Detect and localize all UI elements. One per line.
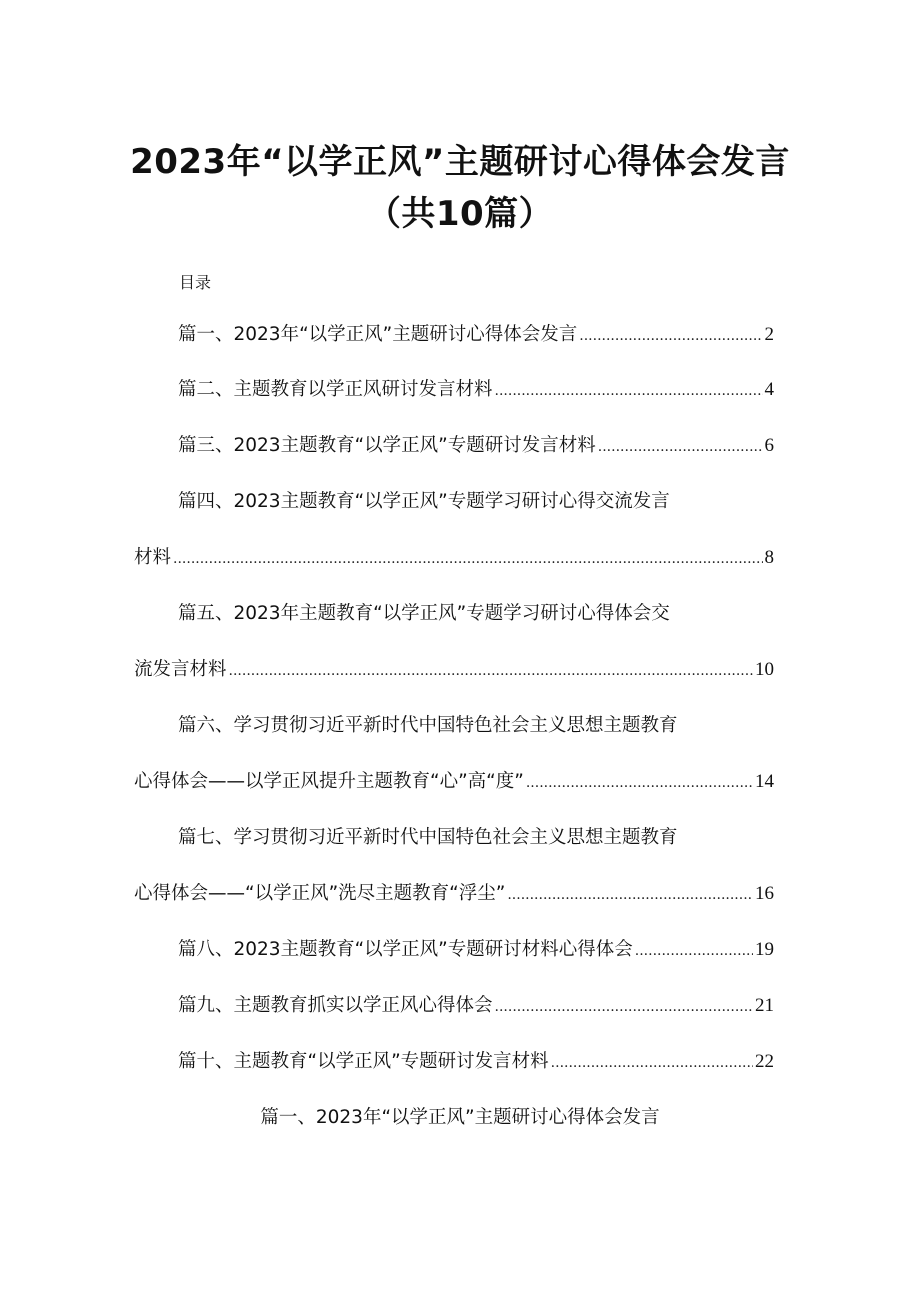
toc-entry-5-line2[interactable] xyxy=(134,657,774,684)
toc-heading: 目录 xyxy=(179,273,212,292)
toc-entry-8[interactable] xyxy=(178,937,774,964)
document-title: 2023年“以学正风”主题研讨心得体会发言 xyxy=(130,142,790,182)
section-heading: 篇一、2023年“以学正风”主题研讨心得体会发言 xyxy=(260,1107,660,1128)
toc-entry-1[interactable] xyxy=(178,322,774,349)
toc-leader-dots xyxy=(507,882,753,908)
toc-entry-page: 19 xyxy=(755,939,774,960)
toc-entry-label: 篇九、主题教育抓实以学正风心得体会 xyxy=(178,995,493,1016)
toc-entry-label: 篇十、主题教育“以学正风”专题研讨发言材料 xyxy=(178,1051,549,1072)
toc-leader-dots xyxy=(635,938,753,964)
toc-entry-page: 21 xyxy=(755,995,774,1016)
toc-leader-dots xyxy=(526,770,753,796)
toc-entry-10[interactable] xyxy=(178,1049,774,1076)
toc-entry-3[interactable] xyxy=(178,433,774,460)
toc-entry-label: 篇二、主题教育以学正风研讨发言材料 xyxy=(178,379,493,400)
toc-leader-dots xyxy=(551,1050,753,1076)
toc-entry-6-line2[interactable] xyxy=(134,769,774,796)
toc-entry-2[interactable] xyxy=(178,377,774,404)
toc-entry-page: 2 xyxy=(764,324,774,345)
toc-entry-label-cont: 心得体会——“以学正风”洗尽主题教育“浮尘” xyxy=(134,883,506,904)
toc-entry-page: 10 xyxy=(755,659,774,680)
toc-entry-5-line1[interactable] xyxy=(178,601,670,627)
toc-entry-page: 16 xyxy=(755,883,774,904)
toc-entry-label-cont: 心得体会——以学正风提升主题教育“心”高“度” xyxy=(134,771,524,792)
toc-leader-dots xyxy=(495,378,763,404)
toc-entry-page: 14 xyxy=(755,771,774,792)
toc-entry-page: 6 xyxy=(764,435,774,456)
toc-entry-label: 篇八、2023主题教育“以学正风”专题研讨材料心得体会 xyxy=(178,939,633,960)
toc-entry-label: 篇六、学习贯彻习近平新时代中国特色社会主义思想主题教育 xyxy=(178,715,678,736)
toc-entry-6-line1[interactable] xyxy=(178,713,678,739)
document-subtitle: （共10篇） xyxy=(366,194,554,234)
toc-entry-label: 篇五、2023年主题教育“以学正风”专题学习研讨心得体会交 xyxy=(178,603,670,624)
toc-entry-label: 篇一、2023年“以学正风”主题研讨心得体会发言 xyxy=(178,324,578,345)
toc-entry-label: 篇七、学习贯彻习近平新时代中国特色社会主义思想主题教育 xyxy=(178,827,678,848)
toc-entry-page: 22 xyxy=(755,1051,774,1072)
toc-entry-7-line1[interactable] xyxy=(178,825,678,851)
toc-entry-9[interactable] xyxy=(178,993,774,1020)
toc-entry-4-line2[interactable] xyxy=(134,545,774,572)
toc-entry-label-cont: 材料 xyxy=(134,547,172,568)
toc-entry-label: 篇三、2023主题教育“以学正风”专题研讨发言材料 xyxy=(178,435,596,456)
toc-entry-4-line1[interactable] xyxy=(178,489,670,515)
toc-entry-page: 8 xyxy=(764,547,774,568)
toc-entry-label: 篇四、2023主题教育“以学正风”专题学习研讨心得交流发言 xyxy=(178,491,670,512)
toc-leader-dots xyxy=(173,546,762,572)
toc-entry-page: 4 xyxy=(764,379,774,400)
toc-leader-dots xyxy=(495,994,753,1020)
toc-leader-dots xyxy=(579,323,762,349)
toc-leader-dots xyxy=(598,434,763,460)
toc-entry-7-line2[interactable] xyxy=(134,881,774,908)
toc-entry-label-cont: 流发言材料 xyxy=(134,659,227,680)
toc-leader-dots xyxy=(229,658,753,684)
